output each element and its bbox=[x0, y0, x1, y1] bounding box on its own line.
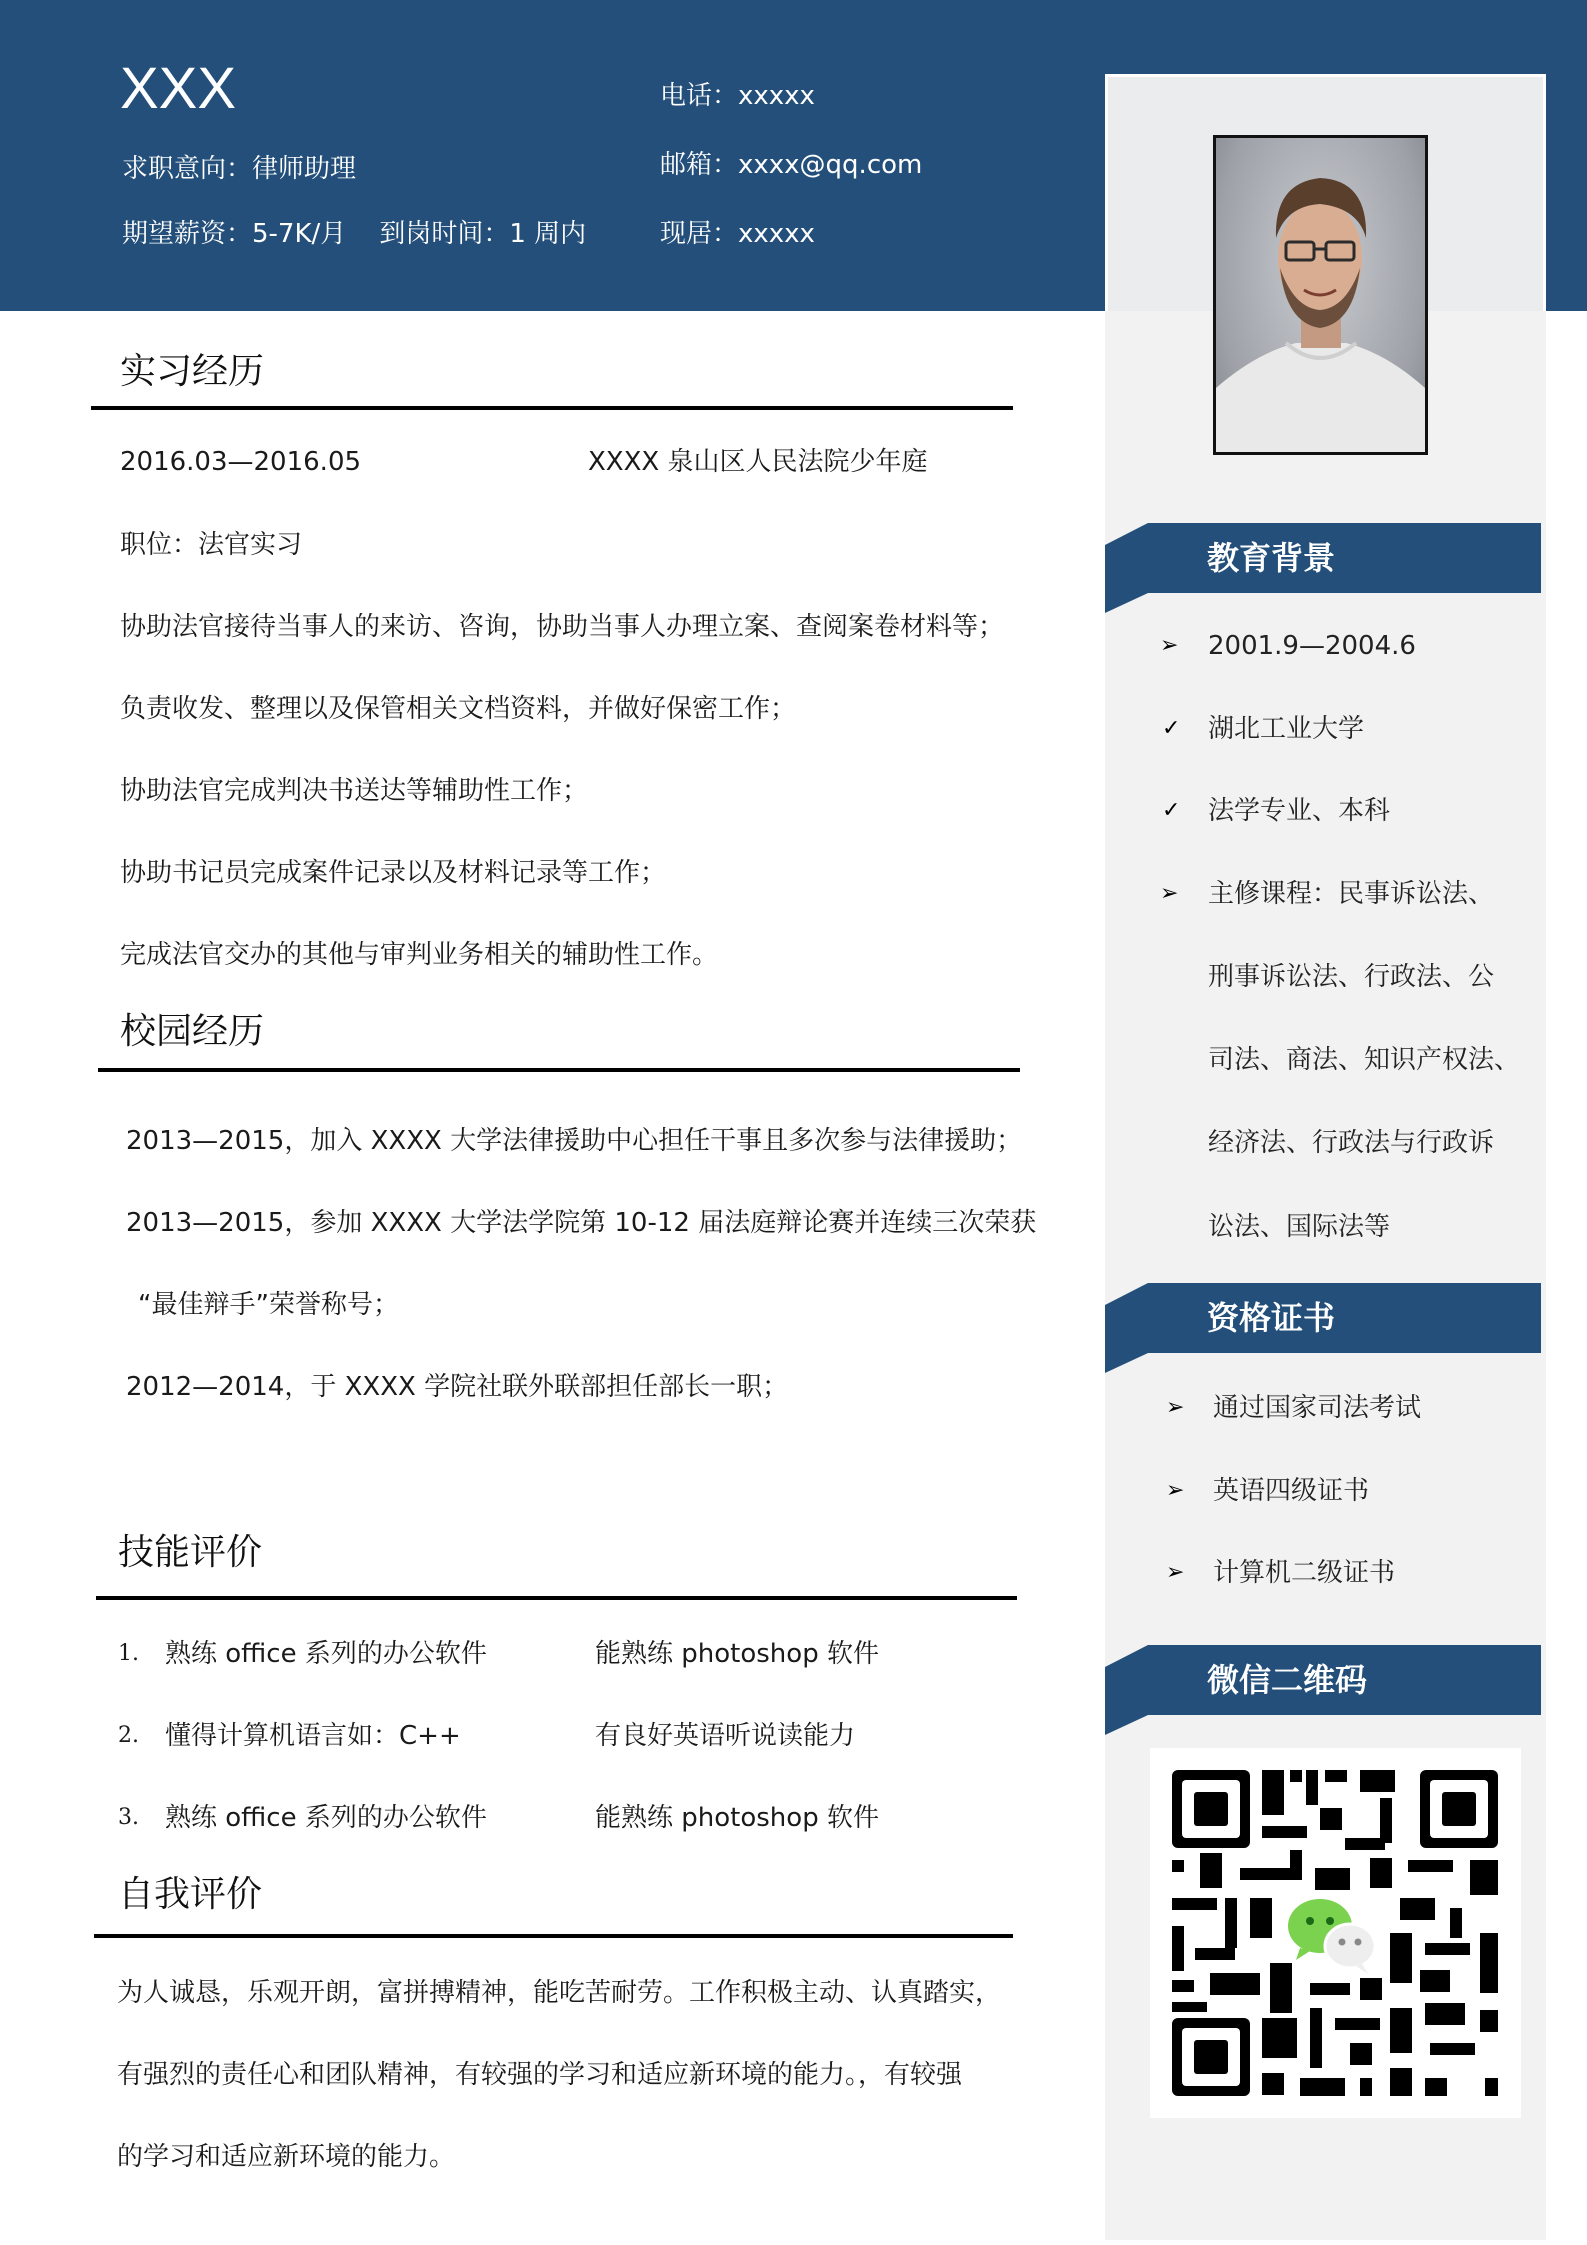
email: 邮箱：xxxx@qq.com bbox=[660, 150, 923, 180]
edu-courses-line: 刑事诉讼法、行政法、公 bbox=[1208, 962, 1495, 992]
campus-line: 2012—2014，于 XXXX 学院社联外联部担任部长一职； bbox=[126, 1372, 789, 1402]
internship-position: 职位：法官实习 bbox=[120, 530, 303, 560]
section-divider bbox=[94, 1934, 1013, 1938]
location: 现居：xxxxx bbox=[660, 219, 815, 249]
skill-left: 懂得计算机语言如：C++ bbox=[165, 1721, 461, 1751]
section-divider bbox=[96, 1596, 1017, 1600]
skill-number: 1. bbox=[118, 1641, 139, 1666]
campus-line: “最佳辩手”荣誉称号； bbox=[138, 1290, 399, 1320]
skill-left: 熟练 office 系列的办公软件 bbox=[165, 1803, 487, 1833]
arrow-bullet-icon: ➢ bbox=[1160, 881, 1179, 906]
edu-courses-line: 司法、商法、知识产权法、 bbox=[1208, 1045, 1521, 1075]
cert-item: 计算机二级证书 bbox=[1213, 1558, 1396, 1588]
section-title-internship: 实习经历 bbox=[120, 351, 265, 392]
internship-duty: 协助法官接待当事人的来访、咨询，协助当事人办理立案、查阅案卷材料等； bbox=[120, 612, 1005, 642]
banner-title: 微信二维码 bbox=[1207, 1661, 1368, 1699]
skill-number: 2. bbox=[118, 1723, 139, 1748]
banner-certificates bbox=[1105, 1283, 1546, 1373]
edu-item: 湖北工业大学 bbox=[1208, 714, 1365, 744]
wechat-qr-code bbox=[1150, 1748, 1521, 2118]
banner-education bbox=[1105, 523, 1546, 613]
section-title-self-eval: 自我评价 bbox=[118, 1874, 263, 1915]
section-title-skills: 技能评价 bbox=[118, 1532, 263, 1573]
cert-item: 通过国家司法考试 bbox=[1213, 1393, 1422, 1423]
self-eval-line: 有强烈的责任心和团队精神，有较强的学习和适应新环境的能力。，有较强 bbox=[117, 2060, 963, 2090]
salary-availability: 期望薪资：5-7K/月 到岗时间：1 周内 bbox=[122, 219, 587, 249]
wechat-logo-icon bbox=[1288, 1899, 1375, 1974]
edu-item: 主修课程：民事诉讼法、 bbox=[1208, 879, 1495, 909]
check-bullet-icon: ✓ bbox=[1162, 798, 1181, 823]
section-title-campus: 校园经历 bbox=[120, 1011, 265, 1052]
self-eval-line: 为人诚恳，乐观开朗，富拼搏精神，能吃苦耐劳。工作积极主动、认真踏实， bbox=[117, 1978, 1002, 2008]
campus-line: 2013—2015，参加 XXXX 大学法学院第 10-12 届法庭辩论赛并连续三次荣获 bbox=[126, 1208, 1037, 1238]
campus-line: 2013—2015，加入 XXXX 大学法律援助中心担任干事且多次参与法律援助； bbox=[126, 1126, 1023, 1156]
check-bullet-icon: ✓ bbox=[1162, 716, 1181, 741]
internship-duty: 协助法官完成判决书送达等辅助性工作； bbox=[120, 776, 589, 806]
skill-right: 能熟练 photoshop 软件 bbox=[595, 1803, 879, 1833]
banner-wechat bbox=[1105, 1645, 1546, 1735]
skill-number: 3. bbox=[118, 1805, 139, 1830]
edu-courses-line: 经济法、行政法与行政诉 bbox=[1208, 1128, 1495, 1158]
section-divider bbox=[91, 406, 1013, 410]
internship-period: 2016.03—2016.05 bbox=[120, 447, 362, 477]
qr-code-icon bbox=[1150, 1748, 1521, 2118]
internship-duty: 协助书记员完成案件记录以及材料记录等工作； bbox=[120, 858, 667, 888]
internship-duty: 完成法官交办的其他与审判业务相关的辅助性工作。 bbox=[120, 940, 719, 970]
arrow-bullet-icon: ➢ bbox=[1166, 1478, 1185, 1503]
candidate-name: XXX bbox=[120, 56, 237, 121]
arrow-bullet-icon: ➢ bbox=[1160, 633, 1179, 658]
job-intent: 求职意向：律师助理 bbox=[122, 154, 357, 184]
profile-photo bbox=[1213, 135, 1428, 455]
arrow-bullet-icon: ➢ bbox=[1166, 1395, 1185, 1420]
section-divider bbox=[98, 1068, 1020, 1072]
self-eval-line: 的学习和适应新环境的能力。 bbox=[117, 2142, 456, 2172]
banner-title: 教育背景 bbox=[1207, 539, 1336, 577]
skill-right: 有良好英语听说读能力 bbox=[595, 1721, 856, 1751]
arrow-bullet-icon: ➢ bbox=[1166, 1560, 1185, 1585]
banner-title: 资格证书 bbox=[1207, 1299, 1336, 1337]
cert-item: 英语四级证书 bbox=[1213, 1476, 1370, 1506]
edu-item: 法学专业、本科 bbox=[1208, 796, 1391, 826]
skill-right: 能熟练 photoshop 软件 bbox=[595, 1639, 879, 1669]
edu-courses-line: 讼法、国际法等 bbox=[1208, 1212, 1391, 1242]
skill-left: 熟练 office 系列的办公软件 bbox=[165, 1639, 487, 1669]
edu-item: 2001.9—2004.6 bbox=[1208, 631, 1416, 661]
internship-organization: XXXX 泉山区人民法院少年庭 bbox=[588, 447, 928, 477]
internship-duty: 负责收发、整理以及保管相关文档资料，并做好保密工作； bbox=[120, 694, 797, 724]
portrait-icon bbox=[1216, 138, 1425, 452]
phone: 电话：xxxxx bbox=[660, 81, 815, 111]
